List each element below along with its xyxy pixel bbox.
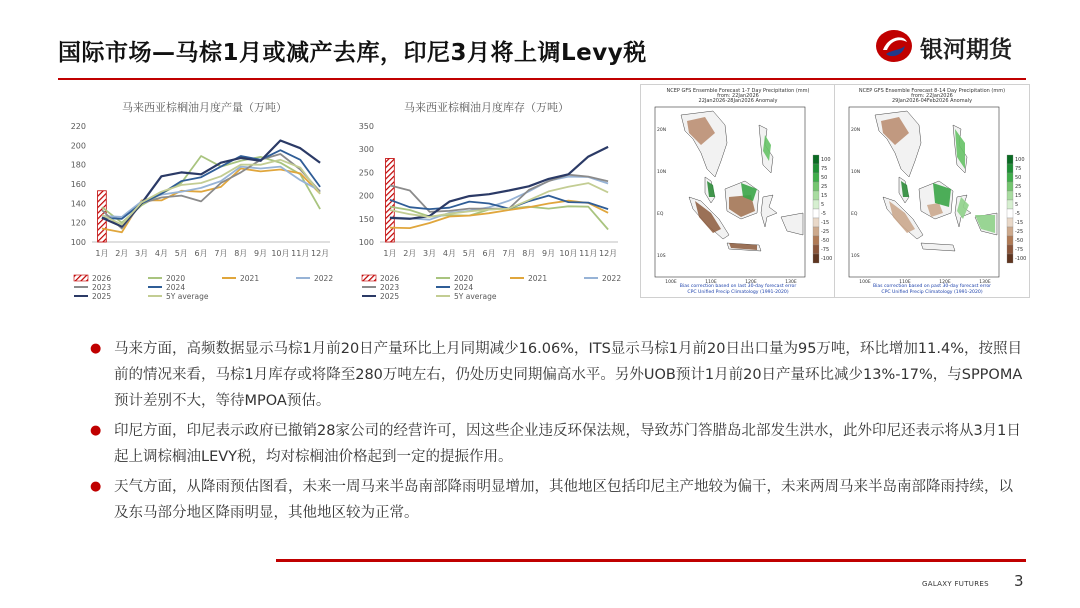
scale-label: -5 [821, 211, 826, 217]
x-tick-label: 12月 [598, 249, 618, 258]
bullet-text: 天气方面，从降雨预估图看，未来一周马来半岛南部降雨明显增加，其他地区包括印尼主产地较为偏干，未来两周马来半岛南部降雨持续，以及东马部分地区降雨明显，其他地区较为正常。 [114, 479, 1013, 521]
scale-label: 75 [821, 166, 828, 172]
legend-label: 2026 [92, 274, 112, 283]
scale-label: 15 [821, 193, 828, 199]
y-tick-label: 200 [70, 141, 86, 151]
scale-swatch [813, 173, 819, 182]
scale-label: -75 [1015, 247, 1024, 253]
y-tick-label: 160 [70, 180, 86, 189]
legend-label: 2022 [602, 274, 622, 283]
precip-map-week2 [834, 84, 1030, 298]
x-tick-label: 1月 [383, 249, 397, 258]
chart-title-production: 马来西亚棕榈油月度产量（万吨） [122, 101, 287, 114]
scale-label: 100 [821, 157, 831, 163]
y-tick-label: 140 [70, 199, 86, 209]
scale-label: 50 [1015, 175, 1022, 181]
precip-map-week1 [640, 84, 836, 298]
map-footer-text: CPC Unified Precip Climatology (1991-2020) [881, 290, 983, 295]
scale-label: 5 [821, 202, 825, 208]
footer-brand: GALAXY FUTURES [922, 580, 989, 588]
x-tick-label: 5月 [174, 249, 188, 258]
scale-swatch [813, 155, 819, 164]
map-header-text: from: 22Jan2026 [717, 93, 759, 99]
map-header-text: from: 22Jan2026 [911, 93, 953, 99]
legend-label: 2024 [166, 283, 186, 292]
scale-label: 50 [821, 175, 828, 181]
latitude-label: 10S [657, 254, 666, 259]
commentary-list [92, 336, 1027, 530]
scale-swatch [1007, 245, 1013, 254]
map-footer-text: Bias correction based on last 30-day forecast error [679, 284, 797, 289]
footer-divider [276, 559, 1026, 562]
scale-label: -25 [1015, 229, 1024, 235]
scale-label: 100 [1015, 157, 1025, 163]
bullet-text: 印尼方面，印尼表示政府已撤销28家公司的经营许可，因这些企业违反环保法规，导致苏门答腊岛北部发生洪水，此外印尼还表示将从3月1日起上调棕榈油LEVY税，均对棕榈油价格起到一定的提振作用。 [114, 423, 1021, 465]
scale-swatch [813, 245, 819, 254]
x-tick-label: 2月 [115, 249, 129, 258]
scale-swatch [813, 236, 819, 245]
map-footer-text: Bias correction based on past 30-day forecast error [872, 284, 992, 289]
map-header-text: 22Jan2026-28Jan2026 Anomaly [698, 98, 778, 104]
scale-label: 25 [821, 184, 828, 190]
longitude-label: 130E [979, 280, 991, 285]
scale-label: -50 [1015, 238, 1024, 244]
x-tick-label: 3月 [135, 249, 149, 258]
scale-label: 25 [1015, 184, 1022, 190]
latitude-label: 10N [657, 170, 667, 175]
scale-swatch [813, 191, 819, 200]
x-tick-label: 6月 [194, 249, 208, 258]
scale-swatch [1007, 182, 1013, 191]
scale-swatch [1007, 227, 1013, 236]
scale-swatch [1007, 200, 1013, 209]
x-tick-label: 10月 [271, 249, 290, 258]
y-tick-label: 300 [358, 145, 374, 155]
bullet-weather [92, 474, 1027, 526]
latitude-label: 20N [851, 128, 861, 133]
bullet-dot-icon: ● [90, 423, 102, 438]
scale-swatch [1007, 173, 1013, 182]
longitude-label: 110E [899, 280, 911, 285]
production-line-chart [62, 118, 344, 306]
legend-label: 2020 [454, 274, 474, 283]
longitude-label: 130E [785, 280, 797, 285]
legend-label: 2025 [380, 292, 400, 301]
scale-swatch [813, 164, 819, 173]
latitude-label: EQ [851, 212, 858, 217]
stock-line-chart [344, 118, 630, 306]
x-tick-label: 4月 [442, 249, 456, 258]
x-tick-label: 11月 [291, 249, 310, 258]
latitude-label: 10S [851, 254, 860, 259]
scale-label: -5 [1015, 211, 1020, 217]
legend-label: 2022 [314, 274, 334, 283]
x-tick-label: 5月 [462, 249, 476, 258]
longitude-label: 110E [705, 280, 717, 285]
series-line-2023 [102, 154, 320, 229]
legend-label: 5Y average [454, 292, 497, 301]
scale-swatch [1007, 209, 1013, 218]
scale-swatch [1007, 164, 1013, 173]
longitude-label: 100E [859, 280, 871, 285]
legend-swatch [74, 275, 88, 281]
title-divider [58, 78, 1026, 80]
scale-swatch [813, 200, 819, 209]
x-tick-label: 8月 [234, 249, 248, 258]
legend-swatch [362, 275, 376, 281]
bullet-dot-icon: ● [90, 479, 102, 494]
map-header-text: NCEP GFS Ensemble Forecast 1-7 Day Precipitation (mm) [666, 88, 810, 94]
x-tick-label: 8月 [522, 249, 536, 258]
scale-swatch [813, 209, 819, 218]
page-title: 国际市场—马棕1月或减产去库，印尼3月将上调Levy税 [58, 40, 647, 66]
scale-label: -25 [821, 229, 830, 235]
longitude-label: 120E [939, 280, 951, 285]
x-tick-label: 12月 [310, 249, 330, 258]
scale-label: -50 [821, 238, 830, 244]
x-tick-label: 7月 [502, 249, 516, 258]
galaxy-logo-icon [874, 28, 914, 64]
longitude-label: 100E [665, 280, 677, 285]
x-tick-label: 3月 [423, 249, 437, 258]
y-tick-label: 100 [358, 238, 374, 247]
y-tick-label: 180 [70, 160, 86, 170]
y-tick-label: 200 [358, 191, 374, 201]
scale-label: -15 [821, 220, 830, 226]
chart-title-stock: 马来西亚棕榈油月度库存（万吨） [404, 101, 569, 114]
latitude-label: EQ [657, 212, 664, 217]
x-tick-label: 2月 [403, 249, 417, 258]
y-tick-label: 220 [70, 122, 86, 131]
legend-label: 2025 [92, 292, 112, 301]
map-footer-text: CPC Unified Precip Climatology (1991-2020) [687, 290, 789, 295]
scale-swatch [813, 218, 819, 227]
y-tick-label: 250 [358, 168, 374, 178]
legend-label: 2020 [166, 274, 186, 283]
x-tick-label: 9月 [254, 249, 268, 258]
latitude-label: 10N [851, 170, 861, 175]
bullet-malaysia [92, 336, 1027, 414]
longitude-label: 120E [745, 280, 757, 285]
x-tick-label: 9月 [542, 249, 556, 258]
bullet-dot-icon: ● [90, 341, 102, 356]
bullet-indonesia [92, 418, 1027, 470]
scale-label: -100 [821, 256, 833, 262]
legend-label: 2023 [380, 283, 400, 292]
series-line-2021 [102, 169, 320, 233]
y-tick-label: 100 [70, 238, 86, 247]
scale-label: 15 [1015, 193, 1022, 199]
x-tick-label: 6月 [482, 249, 496, 258]
x-tick-label: 11月 [579, 249, 598, 258]
legend-label: 2021 [528, 274, 548, 283]
scale-label: -15 [1015, 220, 1024, 226]
legend-label: 2024 [454, 283, 474, 292]
bullet-text: 马来方面，高频数据显示马棕1月前20日产量环比上月同期减少16.06%，ITS显示马棕1月前20日出口量为95万吨，环比增加11.4%，按照目前的情况来看，马棕1月库存或将降至280万吨左右，仍处历史同期偏高水平。另外UOB预计1月前20日产量环比减少13%-17%，与SPPOMA预计差别不大，等待MPOA预估。 [114, 341, 1023, 409]
series-line-2022 [390, 177, 608, 220]
x-tick-label: 7月 [214, 249, 228, 258]
map-header-text: NCEP GFS Ensemble Forecast 8-14 Day Precipitation (mm) [858, 88, 1006, 94]
scale-swatch [1007, 191, 1013, 200]
scale-label: 75 [1015, 166, 1022, 172]
scale-label: 5 [1015, 202, 1019, 208]
scale-swatch [1007, 218, 1013, 227]
scale-swatch [813, 182, 819, 191]
x-tick-label: 1月 [95, 249, 109, 258]
y-tick-label: 350 [358, 122, 374, 131]
scale-swatch [1007, 236, 1013, 245]
x-tick-label: 10月 [559, 249, 578, 258]
legend-label: 2026 [380, 274, 400, 283]
scale-label: -75 [821, 247, 830, 253]
scale-swatch [813, 254, 819, 263]
legend-label: 2021 [240, 274, 260, 283]
scale-swatch [1007, 155, 1013, 164]
latitude-label: 20N [657, 128, 667, 133]
legend-label: 2023 [92, 283, 112, 292]
scale-swatch [813, 227, 819, 236]
scale-swatch [1007, 254, 1013, 263]
x-tick-label: 4月 [154, 249, 168, 258]
scale-label: -100 [1015, 256, 1027, 262]
page-number: 3 [1014, 572, 1024, 590]
map-header-text: 29Jan2026-04Feb2026 Anomaly [891, 98, 973, 104]
y-tick-label: 150 [358, 214, 374, 224]
brand-name: 银河期货 [920, 37, 1012, 63]
y-tick-label: 120 [70, 218, 86, 228]
legend-label: 5Y average [166, 292, 209, 301]
